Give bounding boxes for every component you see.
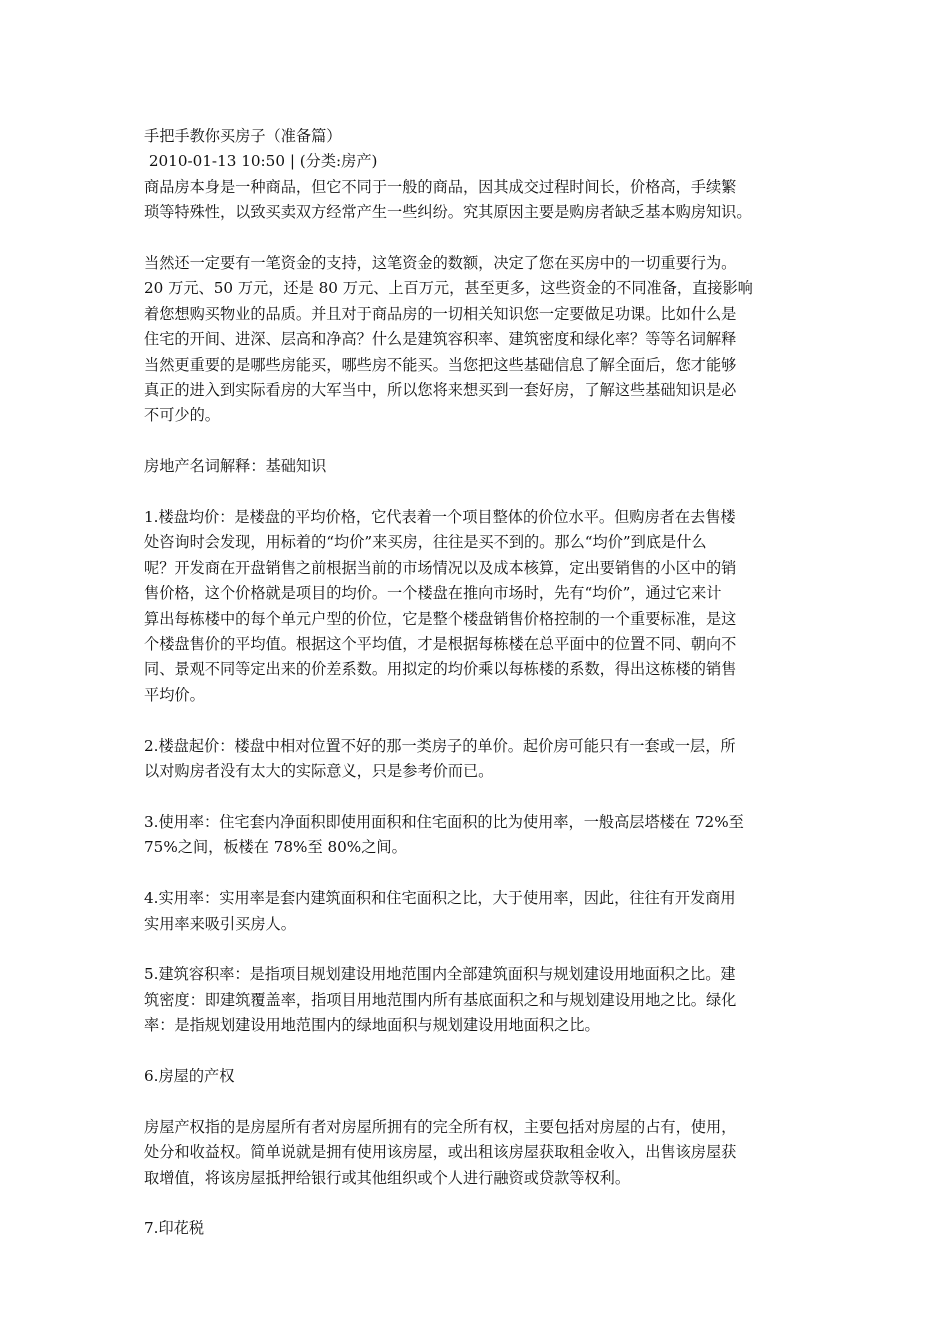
text-line: 筑密度：即建筑覆盖率，指项目用地范围内所有基底面积之和与规划建设用地之比。绿化 bbox=[144, 990, 737, 1009]
text-line: 75%之间，板楼在 78%至 80%之间。 bbox=[144, 838, 407, 857]
text-line: 真正的进入到实际看房的大军当中，所以您将来想买到一套好房，了解这些基础知识是必 bbox=[144, 381, 737, 400]
text-line: 着您想购买物业的品质。并且对于商品房的一切相关知识您一定要做足功课。比如什么是 bbox=[144, 304, 737, 323]
section-heading bbox=[144, 1064, 816, 1089]
text-line: 同、景观不同等定出来的价差系数。用拟定的均价乘以每栋楼的系数，得出这栋楼的销售 bbox=[144, 660, 737, 679]
text-line: 算出每栋楼中的每个单元户型的价位，它是整个楼盘销售价格控制的一个重要标准，是这 bbox=[144, 609, 737, 628]
paragraph bbox=[144, 175, 816, 226]
paragraph bbox=[144, 962, 816, 1038]
document-meta: 2010-01-13 10:50 | (分类:房产) bbox=[144, 152, 378, 171]
text-line: 以对购房者没有太大的实际意义，只是参考价而已。 bbox=[144, 762, 494, 781]
text-line: 4.实用率：实用率是套内建筑面积和住宅面积之比，大于使用率，因此，往往有开发商用 bbox=[144, 889, 736, 908]
text-line: 房地产名词解释：基础知识 bbox=[144, 457, 327, 476]
paragraph bbox=[144, 251, 816, 429]
text-line: 个楼盘售价的平均值。根据这个平均值，才是根据每栋楼在总平面中的位置不同、朝向不 bbox=[144, 635, 737, 654]
text-line: 房屋产权指的是房屋所有者对房屋所拥有的完全所有权，主要包括对房屋的占有，使用， bbox=[144, 1117, 737, 1136]
text-line: 住宅的开间、进深、层高和净高？什么是建筑容积率、建筑密度和绿化率？等等名词解释 bbox=[144, 330, 737, 349]
text-line: 3.使用率：住宅套内净面积即使用面积和住宅面积的比为使用率，一般高层塔楼在 72%至 bbox=[144, 812, 744, 831]
text-line: 琐等特殊性，以致买卖双方经常产生一些纠纷。究其原因主要是购房者缺乏基本购房知识。 bbox=[144, 203, 752, 222]
text-line: 呢？开发商在开盘销售之前根据当前的市场情况以及成本核算，定出要销售的小区中的销 bbox=[144, 558, 737, 577]
paragraph bbox=[144, 810, 816, 861]
text-line: 平均价。 bbox=[144, 685, 205, 704]
paragraph bbox=[144, 505, 816, 708]
text-line: 6.房屋的产权 bbox=[144, 1066, 235, 1085]
text-line: 实用率来吸引买房人。 bbox=[144, 914, 296, 933]
text-line: 当然更重要的是哪些房能买，哪些房不能买。当您把这些基础信息了解全面后，您才能够 bbox=[144, 355, 737, 374]
text-line: 率：是指规划建设用地范围内的绿地面积与规划建设用地面积之比。 bbox=[144, 1016, 600, 1035]
text-line: 不可少的。 bbox=[144, 406, 220, 425]
text-line: 7.印花税 bbox=[144, 1219, 205, 1238]
text-line: 取增值，将该房屋抵押给银行或其他组织或个人进行融资或贷款等权利。 bbox=[144, 1168, 630, 1187]
document-page bbox=[144, 124, 816, 1242]
document-title: 手把手教你买房子（准备篇） bbox=[144, 127, 342, 145]
text-line: 售价格，这个价格就是项目的均价。一个楼盘在推向市场时，先有“均价”，通过它来计 bbox=[144, 584, 722, 603]
paragraph bbox=[144, 734, 816, 785]
text-line: 处咨询时会发现，用标着的“均价”来买房，往往是买不到的。那么“均价”到底是什么 bbox=[144, 533, 707, 552]
paragraph bbox=[144, 886, 816, 937]
text-line: 20 万元、50 万元，还是 80 万元、上百万元，甚至更多，这些资金的不同准备，直接影响 bbox=[144, 279, 753, 298]
text-line: 处分和收益权。简单说就是拥有使用该房屋，或出租该房屋获取租金收入，出售该房屋获 bbox=[144, 1143, 737, 1162]
text-line: 当然还一定要有一笔资金的支持，这笔资金的数额，决定了您在买房中的一切重要行为。 bbox=[144, 254, 737, 273]
text-line: 1.楼盘均价：是楼盘的平均价格，它代表着一个项目整体的价位水平。但购房者在去售楼 bbox=[144, 508, 736, 527]
section-heading bbox=[144, 1216, 816, 1241]
text-line: 2.楼盘起价：楼盘中相对位置不好的那一类房子的单价。起价房可能只有一套或一层，所 bbox=[144, 736, 736, 755]
text-line: 5.建筑容积率：是指项目规划建设用地范围内全部建筑面积与规划建设用地面积之比。建 bbox=[144, 965, 736, 984]
section-heading bbox=[144, 454, 816, 479]
paragraph bbox=[144, 1115, 816, 1191]
text-line: 商品房本身是一种商品，但它不同于一般的商品，因其成交过程时间长，价格高，手续繁 bbox=[144, 177, 737, 196]
